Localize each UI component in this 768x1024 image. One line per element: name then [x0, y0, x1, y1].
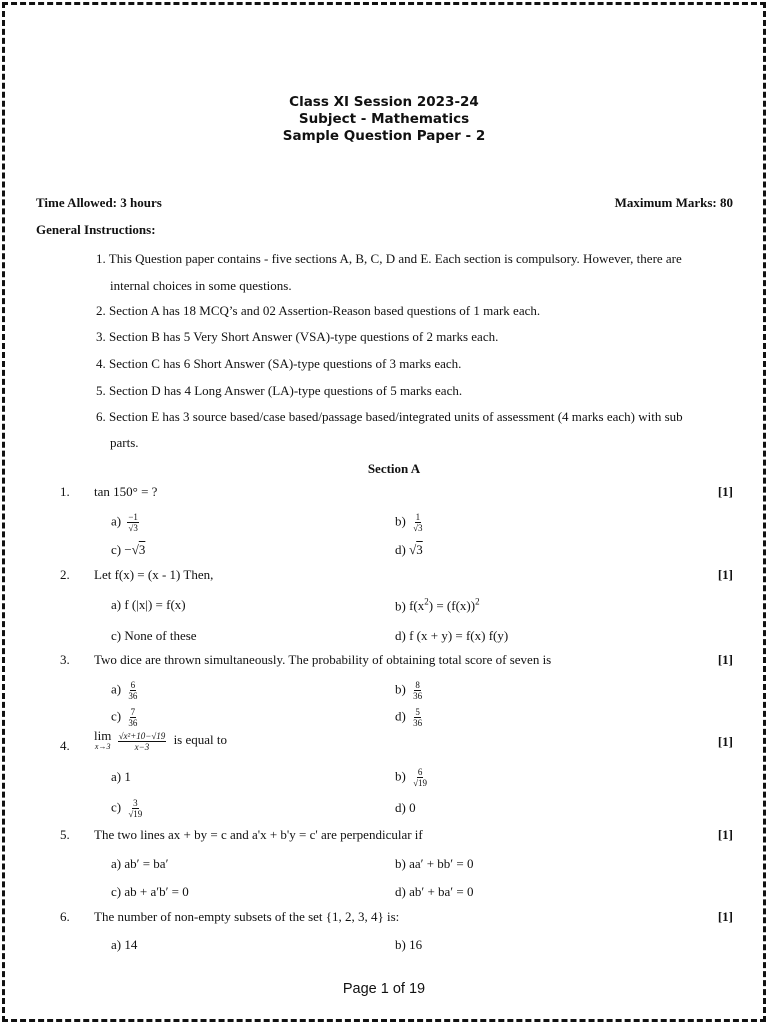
denominator: √19 — [413, 778, 428, 788]
question-marks: [1] — [717, 827, 733, 842]
math-part: ) = (f(x)) — [428, 598, 476, 614]
fraction — [412, 680, 423, 701]
numerator: 1 — [415, 512, 421, 522]
option-d[interactable]: d) ab′ + ba′ = 0 — [395, 884, 474, 899]
denominator: 36 — [413, 718, 423, 728]
instruction-6: 6. Section E has 3 source based/case based/passage based/integrated units of assessment (4 marks each) with sub — [96, 409, 683, 424]
denominator: 36 — [413, 691, 423, 701]
denominator: 36 — [128, 691, 138, 701]
fraction — [127, 680, 138, 701]
option-a[interactable]: a) f (|x|) = f(x) — [111, 597, 186, 612]
instruction-6-cont: parts. — [110, 435, 139, 450]
option-d[interactable] — [395, 707, 423, 728]
option-label: c) − — [111, 542, 132, 557]
denominator: √3 — [413, 523, 423, 533]
option-label: c) — [111, 708, 122, 724]
radicand: 3 — [138, 542, 146, 557]
limit-expression — [94, 730, 227, 752]
fraction — [412, 512, 423, 533]
option-a[interactable] — [111, 512, 139, 533]
fraction — [412, 707, 423, 728]
option-c[interactable]: c) ab + a′b′ = 0 — [111, 884, 189, 899]
option-a[interactable]: a) ab′ = ba′ — [111, 856, 169, 871]
instruction-2: 2. Section A has 18 MCQ’s and 02 Assertion-Reason based questions of 1 mark each. — [96, 303, 541, 318]
denominator: √19 — [128, 809, 143, 819]
question-text: The number of non-empty subsets of the set {1, 2, 3, 4} is: — [94, 909, 400, 924]
option-d[interactable]: d) 0 — [395, 800, 416, 815]
question-number: 1. — [60, 484, 70, 499]
math-part: f(x — [409, 598, 425, 614]
question-text: is equal to — [173, 731, 227, 747]
instruction-1: 1. This Question paper contains - five sections A, B, C, D and E. Each section is compulsory. However, there are — [96, 251, 682, 266]
question-number: 5. — [60, 827, 70, 842]
sqrt-sign: √ — [131, 542, 139, 557]
question-number: 3. — [60, 652, 70, 667]
radicand: 3 — [416, 542, 423, 557]
numerator: 6 — [130, 680, 136, 690]
lim-label: lim — [94, 728, 112, 743]
option-b[interactable] — [395, 680, 423, 701]
denominator: x−3 — [134, 741, 150, 752]
page-footer: Page 1 of 19 — [342, 981, 426, 997]
fraction — [127, 798, 143, 819]
numerator: 8 — [415, 680, 420, 690]
option-label: a) — [111, 513, 122, 529]
superscript: 2 — [424, 597, 429, 607]
option-b[interactable]: b) 16 — [395, 937, 423, 952]
option-b[interactable] — [395, 512, 424, 533]
option-d[interactable]: d) f (x + y) = f(x) f(y) — [395, 628, 509, 643]
section-title: Section A — [367, 461, 421, 476]
numerator: √x²+10−√19 — [118, 730, 166, 741]
superscript: 2 — [475, 597, 480, 607]
option-b[interactable] — [395, 597, 480, 614]
denominator: 36 — [128, 718, 138, 728]
question-number: 2. — [60, 567, 70, 582]
question-marks: [1] — [717, 909, 733, 924]
option-label: d) — [395, 708, 406, 724]
option-label: a) — [111, 681, 122, 697]
fraction — [127, 707, 138, 728]
option-c[interactable] — [111, 707, 138, 728]
option-c[interactable] — [111, 798, 143, 819]
instruction-5: 5. Section D has 4 Long Answer (LA)-type questions of 5 marks each. — [96, 383, 463, 398]
option-c[interactable] — [111, 542, 145, 558]
numerator: 5 — [415, 707, 420, 717]
option-label: b) — [395, 598, 406, 614]
question-marks: [1] — [717, 652, 733, 667]
maximum-marks: Maximum Marks: 80 — [614, 195, 733, 210]
question-marks: [1] — [717, 567, 733, 582]
sqrt-sign: √ — [409, 542, 417, 557]
limit-operator — [94, 730, 111, 752]
fraction — [127, 512, 139, 533]
time-allowed: Time Allowed: 3 hours — [36, 195, 162, 210]
instruction-1-cont: internal choices in some questions. — [110, 278, 292, 293]
denominator: √3 — [128, 523, 138, 533]
instructions-title: General Instructions: — [36, 222, 156, 237]
lim-subscript: x→3 — [94, 742, 111, 751]
question-marks: [1] — [717, 484, 733, 499]
question-text: Two dice are thrown simultaneously. The probability of obtaining total score of seven is — [94, 652, 552, 667]
instruction-4: 4. Section C has 6 Short Answer (SA)-type questions of 3 marks each. — [96, 356, 462, 371]
option-math — [409, 598, 479, 613]
fraction — [118, 731, 167, 752]
numerator: −1 — [128, 512, 138, 522]
option-c[interactable]: c) None of these — [111, 628, 197, 643]
option-label: c) — [111, 799, 122, 815]
question-text: The two lines ax + by = c and a'x + b'y = c' are perpendicular if — [94, 827, 423, 842]
option-b[interactable]: b) aa′ + bb′ = 0 — [395, 856, 474, 871]
option-a[interactable] — [111, 680, 138, 701]
question-number: 4. — [60, 738, 70, 753]
option-label: b) — [395, 681, 406, 697]
numerator: 7 — [130, 707, 136, 717]
header-class: Class XI Session 2023-24 — [289, 94, 479, 110]
option-d[interactable] — [395, 542, 423, 558]
option-b[interactable] — [395, 767, 428, 788]
question-number: 6. — [60, 909, 70, 924]
option-label: b) — [395, 768, 406, 784]
numerator: 6 — [417, 767, 423, 777]
question-text: Let f(x) = (x - 1) Then, — [94, 567, 214, 582]
option-a[interactable]: a) 14 — [111, 937, 138, 952]
question-marks: [1] — [717, 734, 733, 749]
question-text: tan 150° = ? — [94, 484, 158, 499]
numerator: 3 — [133, 798, 138, 808]
fraction — [412, 767, 428, 788]
option-a[interactable]: a) 1 — [111, 769, 131, 784]
option-label: b) — [395, 513, 406, 529]
header-subject: Subject - Mathematics — [298, 111, 470, 127]
option-label: d) — [395, 542, 406, 557]
instruction-3: 3. Section B has 5 Very Short Answer (VSA)-type questions of 2 marks each. — [96, 329, 499, 344]
header-paper: Sample Question Paper - 2 — [282, 128, 486, 144]
